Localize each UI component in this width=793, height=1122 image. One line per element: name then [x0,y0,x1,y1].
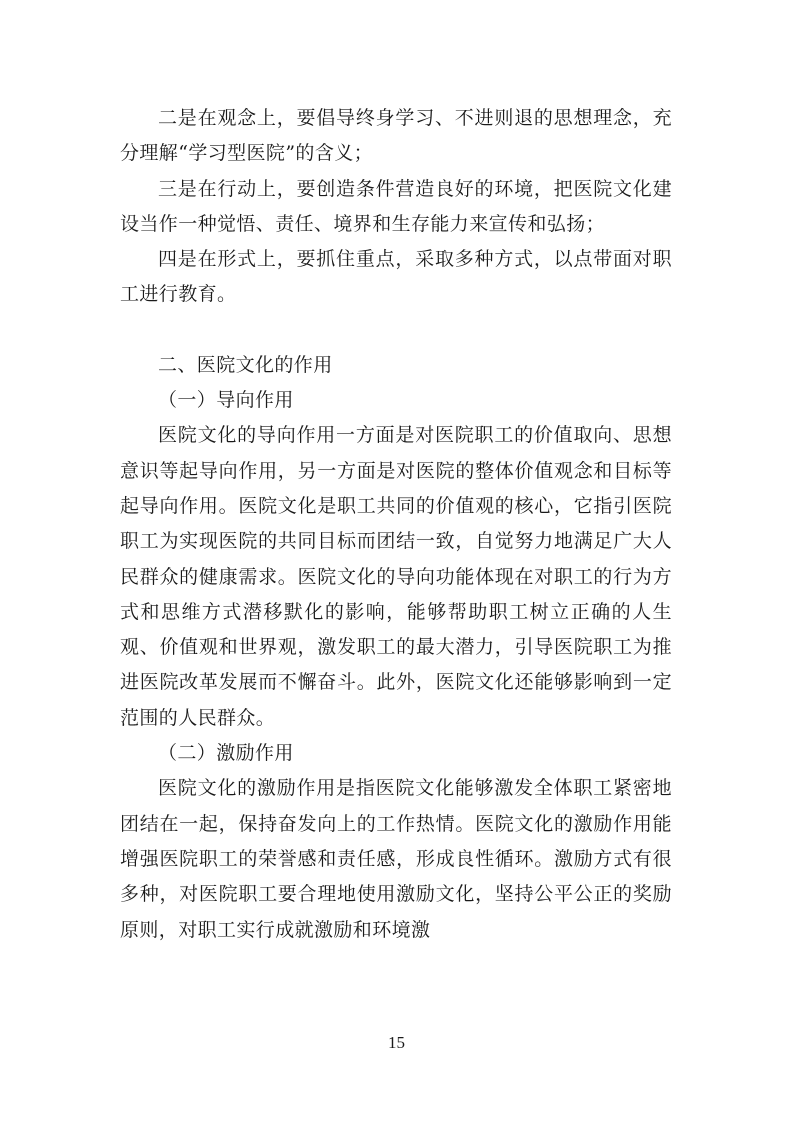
subsection-heading-guidance: （一）导向作用 [158,389,294,412]
subsection-heading-incentive: （二）激励作用 [158,742,294,765]
section-spacer [120,313,672,348]
paragraph-incentive: 医院文化的激励作用是指医院文化能够激发全体职工紧密地团结在一起，保持奋发向上的工作热情。医院文化的激励作用能增强医院职工的荣誉感和责任感，形成良性循环。激励方式有很多种，对医院职工要合理地使用激励文化，坚持公平公正的奖励原则，对职工实行成就激励和环境激 [120,777,672,941]
paragraph-action: 三是在行动上，要创造条件营造良好的环境，把医院文化建设当作一种觉悟、责任、境界和生存能力来宣传和弘扬； [120,177,672,235]
section-heading: 二、医院文化的作用 [158,353,333,376]
page-number: 15 [388,1033,405,1052]
paragraph-form: 四是在形式上，要抓住重点，采取多种方式，以点带面对职工进行教育。 [120,248,672,306]
paragraph-guidance: 医院文化的导向作用一方面是对医院职工的价值取向、思想意识等起导向作用，另一方面是对医院的整体价值观念和目标等起导向作用。医院文化是职工共同的价值观的核心，它指引医院职工为实现医院的共同目标而团结一致，自觉努力地满足广大人民群众的健康需求。医院文化的导向功能体现在对职工的行为方式和思维方式潜移默化的影响，能够帮助职工树立正确的人生观、价值观和世界观，激发职工的最大潜力，引导医院职工为推进医院改革发展而不懈奋斗。此外，医院文化还能够影响到一定范围的人民群众。 [120,424,672,729]
paragraph-concept: 二是在观念上，要倡导终身学习、不进则退的思想理念，充分理解“学习型医院”的含义； [120,107,672,165]
page-content [120,101,672,948]
